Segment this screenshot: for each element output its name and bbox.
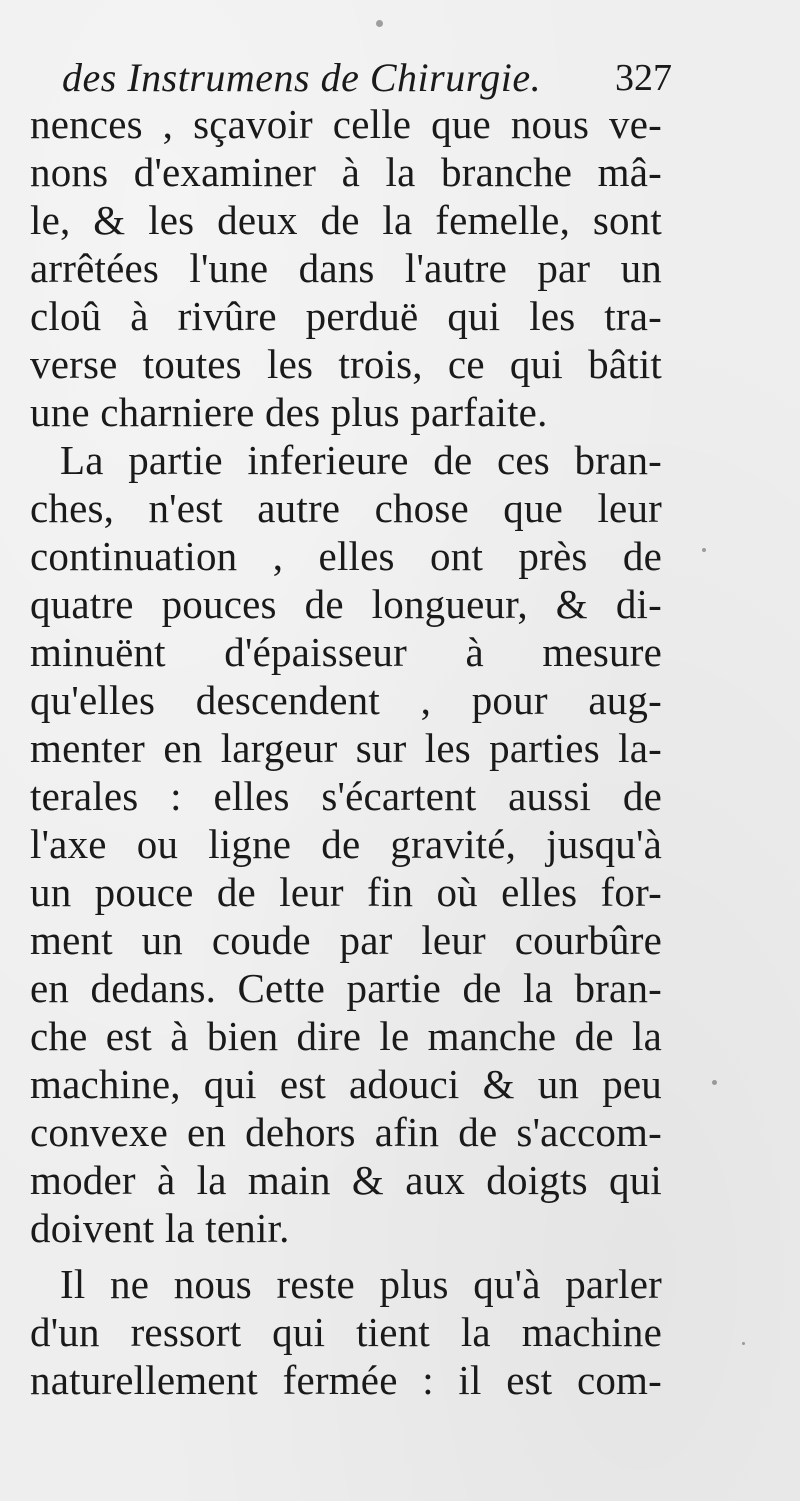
text-line: continuation , elles ont près de [30,533,662,579]
ink-speck [376,20,383,27]
ink-speck [742,1342,745,1345]
text-line: che est à bien dire le manche de la [30,1013,662,1059]
text-line: qu'elles descendent , pour aug- [30,677,662,723]
text-line: nons d'examiner à la branche mâ- [30,149,662,195]
body-text [30,100,662,1404]
running-title: des Instrumens de Chirurgie. [62,55,542,100]
text-line: verse toutes les trois, ce qui bâtit [30,341,662,387]
text-line: naturellement fermée : il est com- [30,1357,662,1403]
text-line: d'un ressort qui tient la machine [30,1309,662,1355]
ink-speck [702,548,706,552]
text-line: le, & les deux de la femelle, sont [30,197,662,243]
page-number: 327 [615,57,672,99]
text-line: terales : elles s'écartent aussi de [30,773,662,819]
text-line: cloû à rivûre perduë qui les tra- [30,293,662,339]
text-line: convexe en dehors afin de s'accom- [30,1109,662,1155]
text-line: moder à la main & aux doigts qui [30,1157,662,1203]
page-header [62,48,672,108]
text-line: en dedans. Cette partie de la bran- [30,965,662,1011]
text-line: arrêtées l'une dans l'autre par un [30,245,662,291]
text-line: une charniere des plus parfaite. [30,389,548,435]
text-line: ment un coude par leur courbûre [30,917,662,963]
paragraph-start-line: Il ne nous reste plus qu'à parler [60,1261,662,1307]
text-line: machine, qui est adouci & un peu [30,1061,662,1107]
paragraph-start-line: La partie inferieure de ces bran- [60,437,662,483]
text-line: minuënt d'épaisseur à mesure [30,629,662,675]
text-line: menter en largeur sur les parties la- [30,725,662,771]
text-line: doivent la tenir. [30,1205,290,1251]
text-line: l'axe ou ligne de gravité, jusqu'à [30,821,662,867]
text-line: ches, n'est autre chose que leur [30,485,662,531]
text-line: nences , sçavoir celle que nous ve- [30,101,662,147]
ink-speck [712,1080,717,1085]
text-line: un pouce de leur fin où elles for- [30,869,662,915]
text-line: quatre pouces de longueur, & di- [30,581,662,627]
